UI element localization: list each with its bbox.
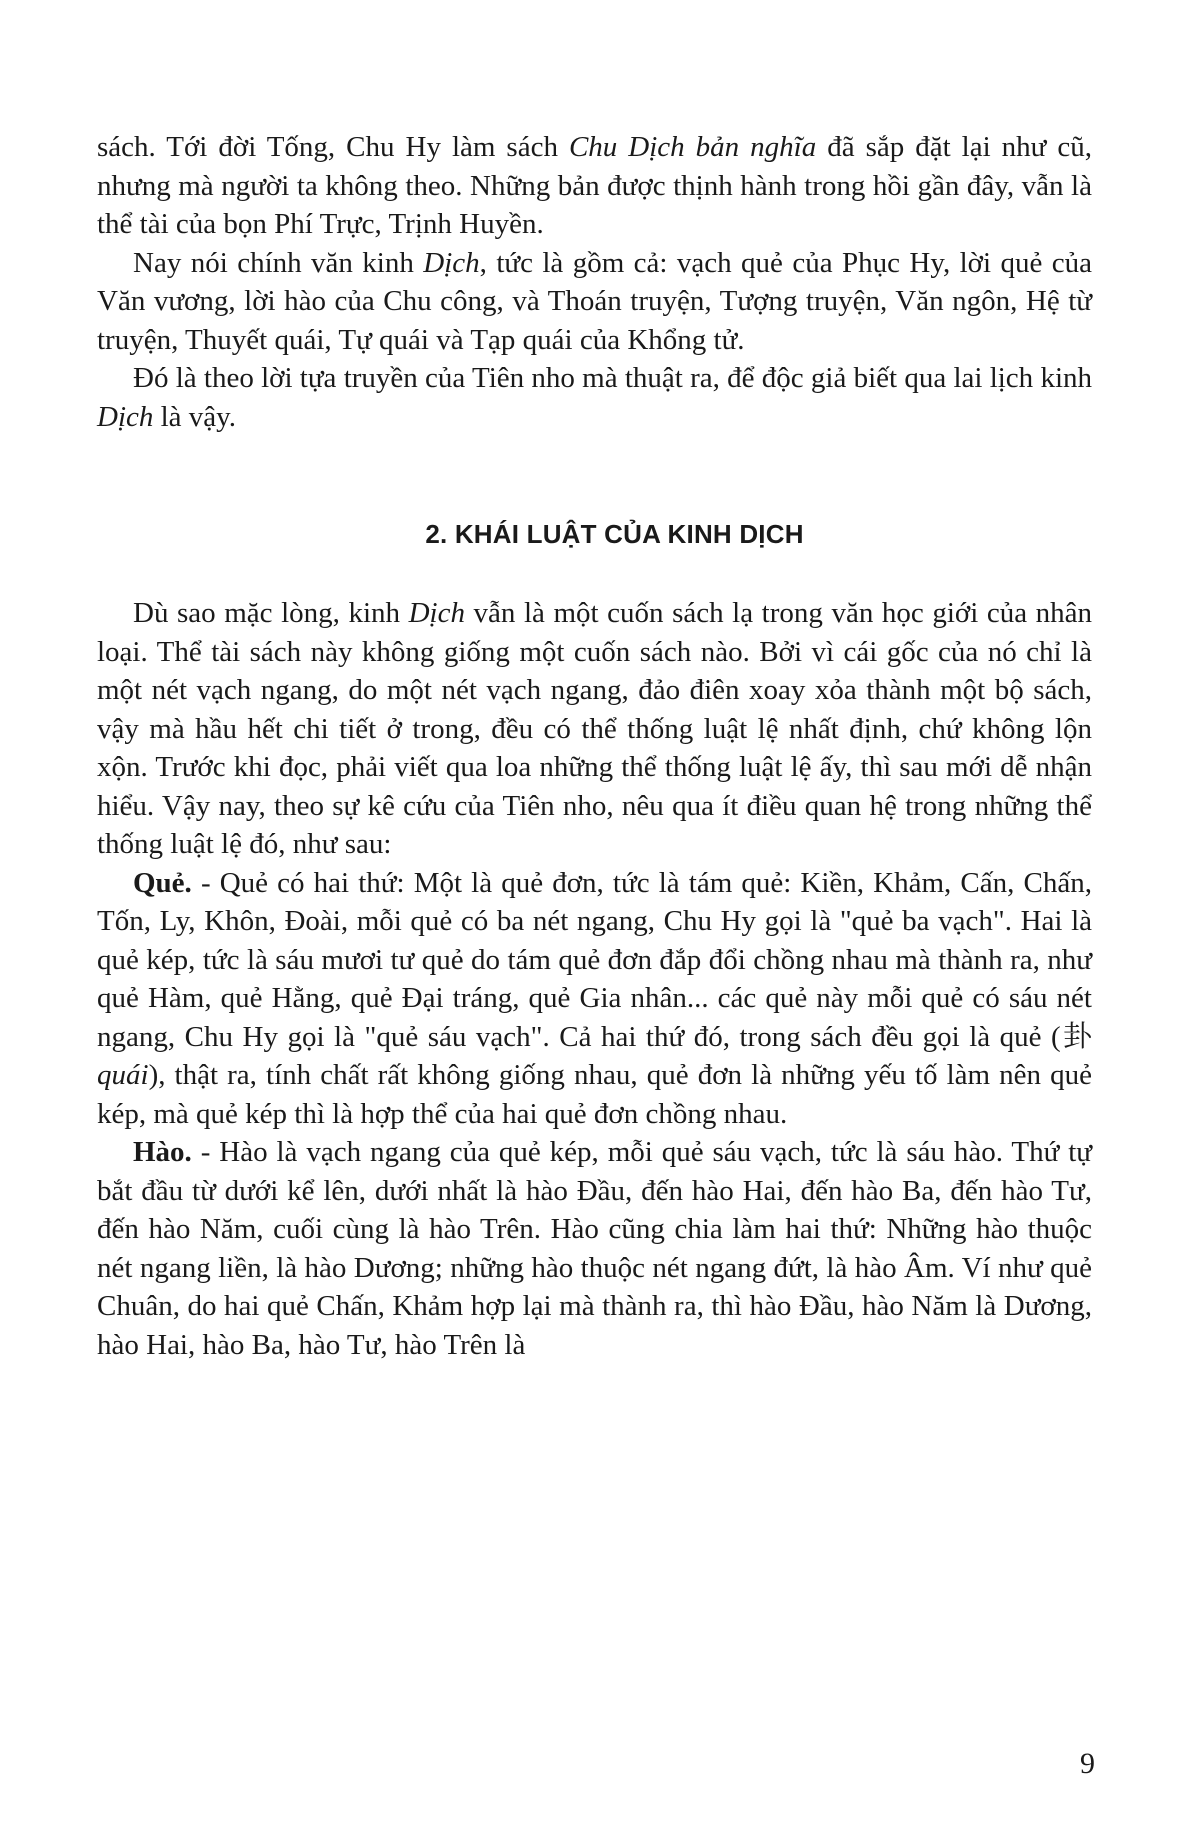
text-run: là vậy.: [153, 400, 237, 433]
page-number: 9: [1080, 1747, 1095, 1780]
text-run: vẫn là một cuốn sách lạ trong văn học giới của nhân loại. Thể tài sách này không giống một cuốn sách nào. Bởi vì cái gốc của nó chỉ là một nét vạch ngang, do một nét vạch ngang, đảo điên xoay xỏa thành một bộ sách, vậy mà hầu hết chi tiết ở trong, đều có thể thống luật lệ nhất định, chứ không lộn xộn. Trước khi đọc, phải viết qua loa những thể thống luật lệ ấy, thì sau mới dễ nhận hiểu. Vậy nay, theo sự kê cứu của Tiên nho, nêu qua ít điều quan hệ trong những thể thống luật lệ đó, như sau:: [97, 597, 1093, 860]
paragraph-intro-2: [97, 244, 1092, 360]
book-title: Dịch: [423, 246, 480, 279]
text-run: - Quẻ có hai thứ: Một là quẻ đơn, tức là tám quẻ: Kiền, Khảm, Cấn, Chấn, Tốn, Ly, Khôn, Đoài, mỗi quẻ có ba nét ngang, Chu Hy gọi là "quẻ ba vạch". Hai là quẻ kép, tức là sáu mươi tư quẻ do tám quẻ đơn đắp đổi chồng nhau mà thành ra, như quẻ Hàm, quẻ Hằng, quẻ Đại tráng, quẻ Gia nhân... các quẻ này mỗi quẻ có sáu nét ngang, Chu Hy gọi là "quẻ sáu vạch". Cả hai thứ đó, trong sách đều gọi là quẻ (: [97, 866, 1092, 1053]
paragraph-section-1: [97, 594, 1092, 864]
term-hao: Hào.: [133, 1136, 192, 1168]
section-body: [97, 594, 1092, 1364]
text-run: Dù sao mặc lòng, kinh: [133, 597, 409, 629]
term-que: Quẻ.: [133, 866, 192, 899]
book-title: Dịch: [97, 400, 154, 433]
section-heading: 2. KHÁI LUẬT CỦA KINH DỊCH: [425, 519, 804, 549]
text-run: sách. Tới đời Tống, Chu Hy làm sách: [97, 131, 569, 163]
text-run: , tức là gồm cả: vạch quẻ của Phục Hy, lời quẻ của Văn vương, lời hào của Chu công, và Thoán truyện, Tượng truyện, Văn ngôn, Hệ từ truyện, Thuyết quái, Tự quái và Tạp quái của Khổng tử.: [97, 246, 1092, 356]
paragraph-que: [97, 864, 1092, 1134]
page-body: [97, 128, 1092, 1364]
paragraph-hao: [97, 1133, 1092, 1364]
paragraph-intro-1: [97, 128, 1092, 244]
han-character: 卦: [1060, 1020, 1092, 1053]
text-run: ), thật ra, tính chất rất không giống nhau, quẻ đơn là những yếu tố làm nên quẻ kép, mà quẻ kép thì là hợp thể của hai quẻ đơn chồng nhau.: [97, 1059, 1092, 1130]
text-run: đã sắp đặt lại như cũ, nhưng mà người ta không theo. Những bản được thịnh hành trong hồi gần đây, vẫn là thể tài của bọn Phí Trực, Trịnh Huyền.: [97, 131, 1092, 240]
text-run: Đó là theo lời tựa truyền của Tiên nho mà thuật ra, để độc giả biết qua lai lịch kinh: [133, 362, 1092, 394]
text-run: Nay nói chính văn kinh: [133, 246, 424, 279]
book-title: Dịch: [408, 597, 465, 629]
paragraph-intro-3: [97, 359, 1092, 436]
text-run: - Hào là vạch ngang của quẻ kép, mỗi quẻ sáu vạch, tức là sáu hào. Thứ tự bắt đầu từ dưới kể lên, dưới nhất là hào Đầu, đến hào Hai, đến hào Ba, đến hào Tư, đến hào Năm, cuối cùng là hào Trên. Hào cũng chia làm hai thứ: Những hào thuộc nét ngang liền, là hào Dương; những hào thuộc nét ngang đứt, là hào Âm. Ví như quẻ Chuân, do hai quẻ Chấn, Khảm hợp lại mà thành ra, thì hào Đầu, hào Năm là Dương, hào Hai, hào Ba, hào Tư, hào Trên là: [97, 1136, 1092, 1361]
book-title: Chu Dịch bản nghĩa: [568, 131, 817, 163]
term-transliteration: quái: [97, 1059, 149, 1091]
